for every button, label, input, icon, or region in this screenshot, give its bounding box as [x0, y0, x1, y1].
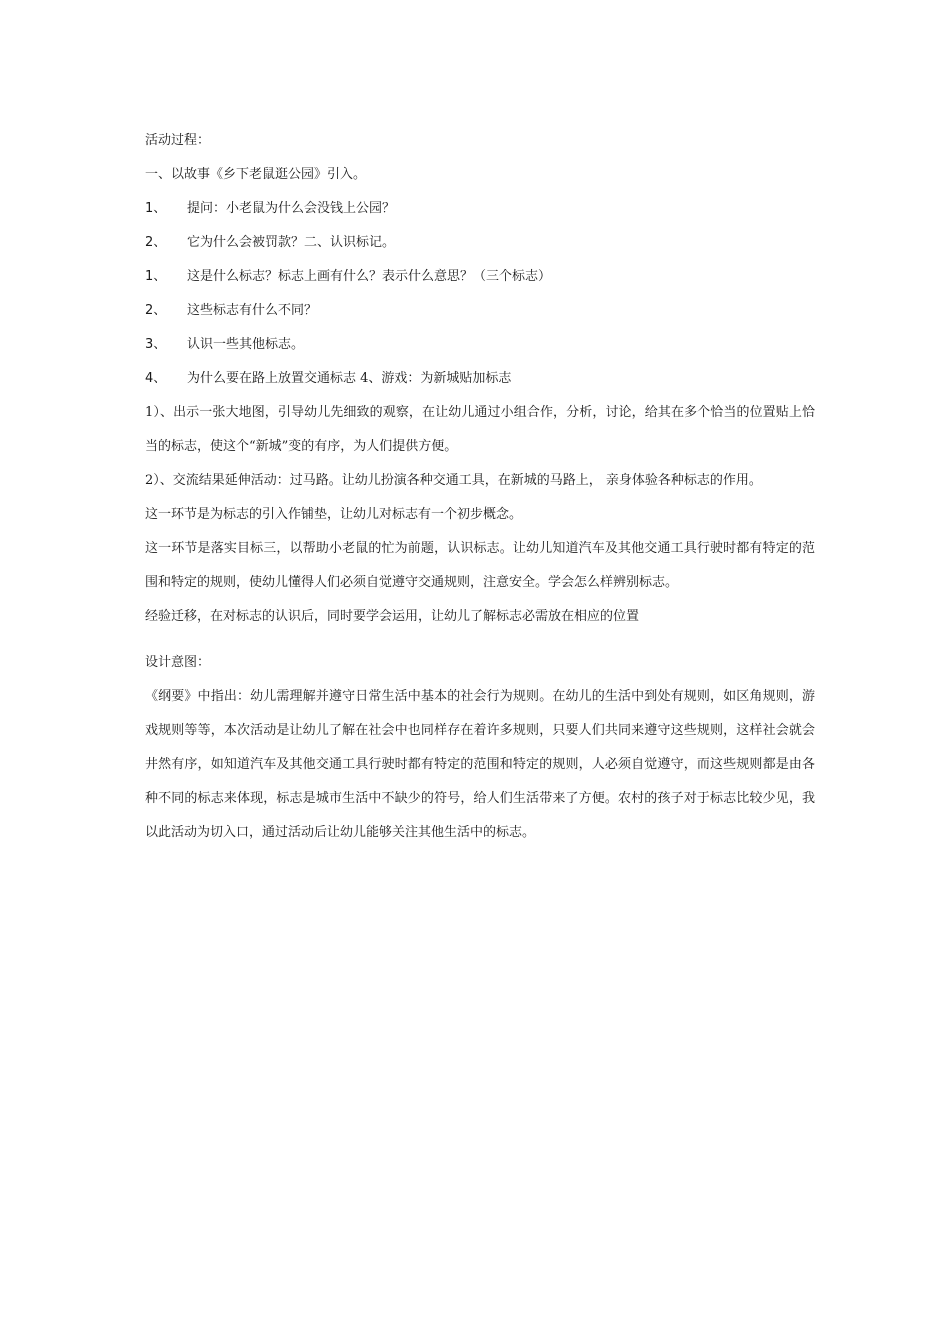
list-item-text: 认识一些其他标志。 [187, 337, 305, 352]
list-item-number: 1、 [145, 201, 167, 216]
document-page [145, 124, 815, 850]
list-item-number: 4、 [145, 371, 167, 386]
list-item [145, 294, 815, 328]
design-body: 《纲要》中指出：幼儿需理解并遵守日常生活中基本的社会行为规则。在幼儿的生活中到处有规则，如区角规则，游戏规则等等，本次活动是让幼儿了解在社会中也同样存在着许多规则，只要人们共同来遵守这些规则，这样社会就会井然有序，如知道汽车及其他交通工具行驶时都有特定的范围和特定的规则，人必须自觉遵守，而这些规则都是由各种不同的标志来体现，标志是城市生活中不缺少的符号，给人们生活带来了方便。农村的孩子对于标志比较少见，我以此活动为切入口，通过活动后让幼儿能够关注其他生活中的标志。 [145, 689, 815, 840]
list-item [145, 226, 815, 260]
section-gap [145, 634, 815, 646]
list-item [145, 192, 815, 226]
paragraph-note-intro: 这一环节是为标志的引入作铺垫，让幼儿对标志有一个初步概念。 [145, 507, 523, 522]
list-item-number: 2、 [145, 235, 167, 250]
list-item-text: 提问：小老鼠为什么会没钱上公园？ [187, 201, 396, 216]
process-intro: 一、以故事《乡下老鼠逛公园》引入。 [145, 167, 367, 182]
list-item-text: 这是什么标志？标志上画有什么？表示什么意思？（三个标志） [187, 269, 552, 284]
list-item [145, 328, 815, 362]
list-item-number: 2、 [145, 303, 167, 318]
list-item-text: 它为什么会被罚款？二、认识标记。 [187, 235, 396, 250]
list-item-text: 为什么要在路上放置交通标志 4、游戏：为新城贴加标志 [187, 371, 512, 386]
list-item [145, 362, 815, 396]
paragraph-transfer: 经验迁移，在对标志的认识后，同时要学会运用，让幼儿了解标志必需放在相应的位置 [145, 609, 640, 624]
paragraph-note-goal: 这一环节是落实目标三，以帮助小老鼠的忙为前题，认识标志。让幼儿知道汽车及其他交通工具行驶时都有特定的范围和特定的规则，使幼儿懂得人们必须自觉遵守交通规则，注意安全。学会怎么样辨别标志。 [145, 541, 815, 590]
list-item-text: 这些标志有什么不同？ [187, 303, 318, 318]
paragraph-map-activity: 1）、出示一张大地图，引导幼儿先细致的观察，在让幼儿通过小组合作，分析，讨论，给其在多个恰当的位置贴上恰当的标志，使这个“新城”变的有序，为人们提供方便。 [145, 405, 815, 454]
paragraph-extension-activity: 2）、交流结果延伸活动：过马路。让幼儿扮演各种交通工具，在新城的马路上， 亲身体验各种标志的作用。 [145, 473, 762, 488]
list-item-number: 3、 [145, 337, 167, 352]
process-heading: 活动过程： [145, 133, 211, 148]
list-item-number: 1、 [145, 269, 167, 284]
list-item [145, 260, 815, 294]
design-heading: 设计意图： [145, 655, 211, 670]
